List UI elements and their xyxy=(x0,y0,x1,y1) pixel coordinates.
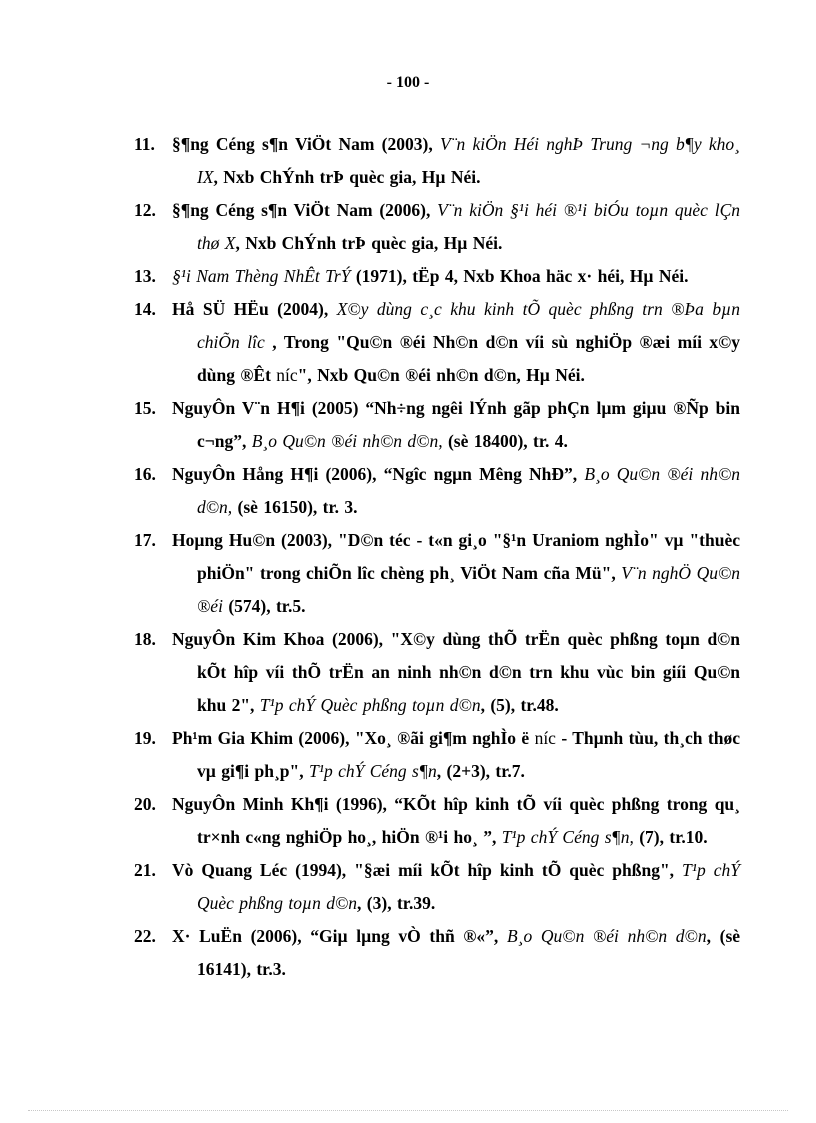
reference-text: NguyÔn Kim Khoa (2006), "X©y dùng thÕ trËn quèc phßng toµn d©n kÕt hîp víi thÕ trËn an ninh nh©n d©n trn khu vùc bin giíi Qu©n khu 2", xyxy=(172,629,740,715)
reference-item xyxy=(134,722,740,788)
reference-text: X· LuËn (2006), “Giµ lµng vÒ thñ ®«”, xyxy=(172,926,507,946)
reference-item xyxy=(134,623,740,722)
reference-number: 17. xyxy=(134,530,156,550)
reference-text: (sè 16150), tr. 3. xyxy=(232,497,358,517)
reference-item xyxy=(134,788,740,854)
reference-title: §¹i Nam Thèng NhÊt TrÝ xyxy=(172,266,351,286)
page-number: - 100 - xyxy=(386,74,430,91)
reference-number: 18. xyxy=(134,629,156,649)
reference-title: T¹p chÝ Céng s¶n, xyxy=(501,827,634,847)
reference-list xyxy=(134,128,740,986)
reference-text: níc xyxy=(534,728,556,748)
reference-item xyxy=(134,260,740,293)
reference-text: , (5), tr.48. xyxy=(480,695,559,715)
reference-title: T¹p chÝ Quèc phßng toµn d©n xyxy=(259,695,481,715)
reference-title: T¹p chÝ Quèc phßng toµn d©n xyxy=(197,860,740,913)
reference-text: , Trong "Qu©n ®éi Nh©n d©n víi sù nghiÖp ®æi míi x©y dùng ®Êt xyxy=(197,332,740,385)
reference-text: níc xyxy=(276,365,298,385)
reference-title: T¹p chÝ Céng s¶n xyxy=(309,761,437,781)
reference-title: B¸o Qu©n ®éi nh©n d©n, xyxy=(251,431,443,451)
reference-item xyxy=(134,920,740,986)
reference-number: 19. xyxy=(134,728,156,748)
reference-text: (1971), tËp 4, Nxb Khoa häc x· héi, Hµ Néi. xyxy=(350,266,689,286)
reference-title: V¨n nghÖ Qu©n ®éi xyxy=(197,563,741,616)
reference-text: , (sè 16141), tr.3. xyxy=(197,926,741,979)
reference-text: ", Nxb Qu©n ®éi nh©n d©n, Hµ Néi. xyxy=(297,365,585,385)
reference-item xyxy=(134,293,740,392)
reference-text: Hoµng Hu©n (2003), "D©n téc - t«n gi¸o "§¹n Uraniom nghÌo" vµ "thuèc phiÖn" trong chiÕn lîc chèng ph¸ ViÖt Nam cña Mü", xyxy=(172,530,740,583)
reference-title: X©y dùng c¸c khu kinh tÕ quèc phßng trn ®Þa bµn chiÕn lîc xyxy=(197,299,740,352)
reference-text: §¶ng Céng s¶n ViÖt Nam (2006), xyxy=(172,200,438,220)
reference-text: (7), tr.10. xyxy=(633,827,708,847)
reference-item xyxy=(134,128,740,194)
reference-item xyxy=(134,458,740,524)
reference-text: §¶ng Céng s¶n ViÖt Nam (2003), xyxy=(172,134,440,154)
reference-text: (574), tr.5. xyxy=(222,596,306,616)
reference-text: , Nxb ChÝnh trÞ quèc gia, Hµ Néi. xyxy=(213,167,481,187)
reference-text: NguyÔn Minh Kh¶i (1996), “KÕt hîp kinh tÕ víi quèc phßng trong qu¸ tr×nh c«ng nghiÖp ho¸, hiÖn ®¹i ho¸ ”, xyxy=(172,794,740,847)
reference-title: V¨n kiÖn §¹i héi ®¹i biÓu toµn quèc lÇn thø X xyxy=(197,200,740,253)
reference-number: 12. xyxy=(134,200,156,220)
reference-number: 16. xyxy=(134,464,156,484)
reference-title: V¨n kiÖn Héi nghÞ Trung ¬ng b¶y kho¸ IX xyxy=(197,134,740,187)
reference-text: NguyÔn V¨n H¶i (2005) “Nh÷ng ngêi lÝnh gãp phÇn lµm giµu ®Ñp bin c¬ng”, xyxy=(172,398,740,451)
reference-text: Vò Quang Léc (1994), "§æi míi kÕt hîp kinh tÕ quèc phßng", xyxy=(172,860,683,880)
reference-number: 20. xyxy=(134,794,156,814)
reference-text: - Thµnh tùu, th¸ch thøc vµ gi¶i ph¸p", xyxy=(197,728,740,781)
reference-number: 13. xyxy=(134,266,156,286)
reference-text: , (3), tr.39. xyxy=(357,893,436,913)
reference-number: 15. xyxy=(134,398,156,418)
reference-text: , Nxb ChÝnh trÞ quèc gia, Hµ Néi. xyxy=(235,233,503,253)
reference-text: (sè 18400), tr. 4. xyxy=(442,431,568,451)
reference-title: B¸o Qu©n ®éi nh©n d©n xyxy=(506,926,707,946)
reference-item xyxy=(134,524,740,623)
page-bottom-rule xyxy=(28,1110,788,1111)
reference-item xyxy=(134,194,740,260)
reference-text: , (2+3), tr.7. xyxy=(436,761,525,781)
reference-item xyxy=(134,392,740,458)
reference-title: B¸o Qu©n ®éi nh©n d©n, xyxy=(197,464,740,517)
reference-text: Ph¹m Gia Khim (2006), "Xo¸ ®ãi gi¶m nghÌo ë xyxy=(172,728,535,748)
reference-number: 11. xyxy=(134,134,155,154)
reference-number: 14. xyxy=(134,299,156,319)
reference-number: 21. xyxy=(134,860,156,880)
reference-number: 22. xyxy=(134,926,156,946)
reference-text: Hå SÜ HËu (2004), xyxy=(172,299,337,319)
reference-text: NguyÔn Hång H¶i (2006), “Ngîc ngµn Mêng NhÐ”, xyxy=(172,464,585,484)
reference-item xyxy=(134,854,740,920)
